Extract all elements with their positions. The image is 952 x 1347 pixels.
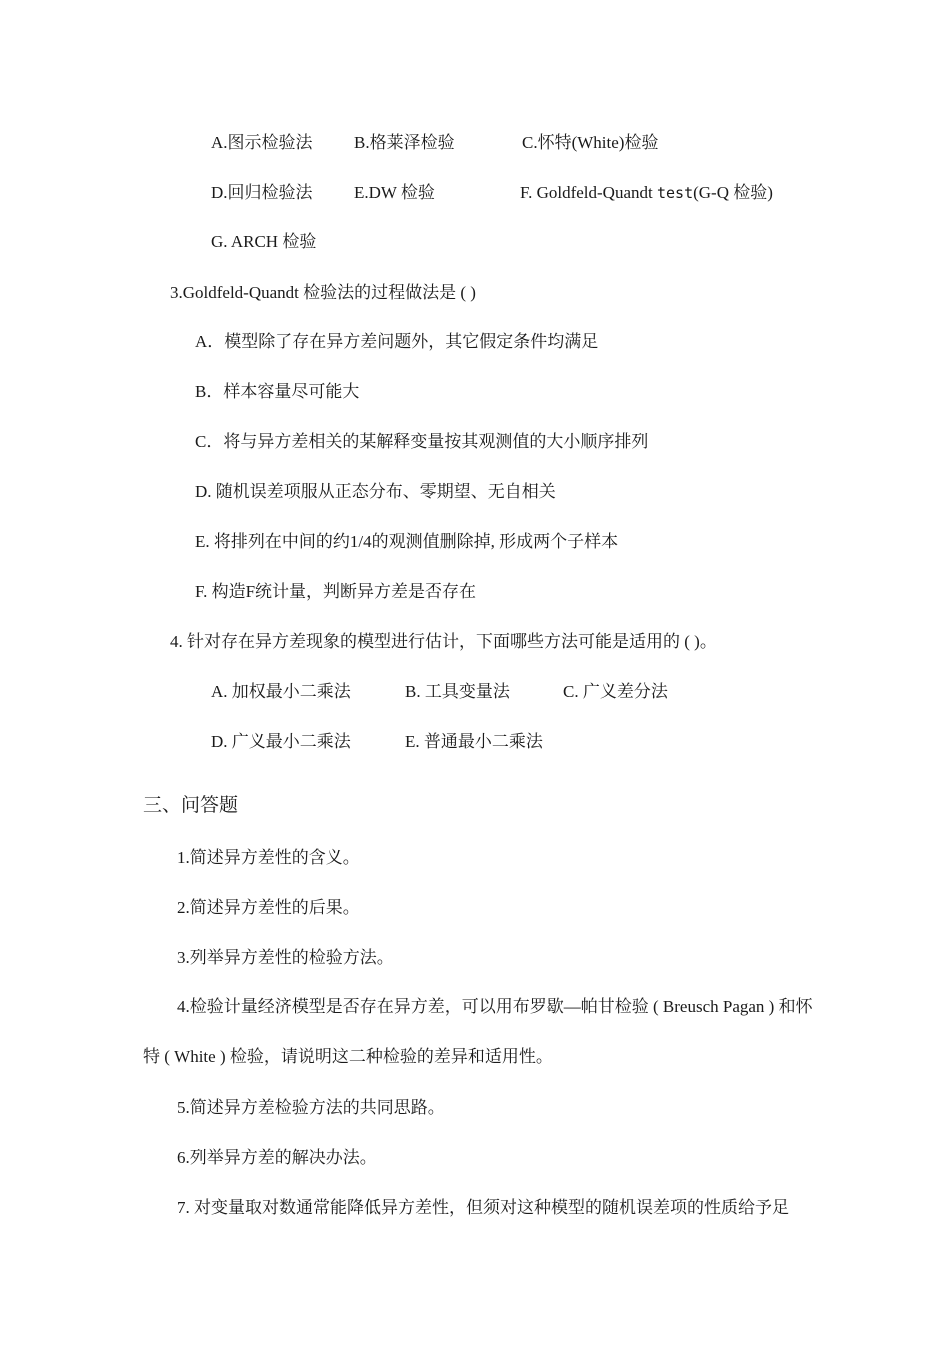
essay-question-2: 2.简述异方差性的后果。 (177, 898, 360, 917)
q4-option-d: D. 广义最小二乘法 (211, 732, 351, 751)
q4-option-e: E. 普通最小二乘法 (405, 732, 543, 751)
q4-stem: 4. 针对存在异方差现象的模型进行估计，下面哪些方法可能是适用的 ( )。 (170, 632, 717, 651)
q4-option-b: B. 工具变量法 (405, 682, 510, 701)
essay-question-3: 3.列举异方差性的检验方法。 (177, 948, 394, 967)
q2-option-g: G. ARCH 检验 (211, 232, 317, 251)
q3-option-e: E. 将排列在中间的约1/4的观测值删除掉, 形成两个子样本 (195, 532, 619, 551)
q3-option-f: F. 构造F统计量，判断异方差是否存在 (195, 582, 477, 601)
q3-option-a: A．模型除了存在异方差问题外，其它假定条件均满足 (195, 332, 599, 351)
q3-option-b: B．样本容量尽可能大 (195, 382, 360, 401)
essay-question-6: 6.列举异方差的解决办法。 (177, 1148, 377, 1167)
q2-option-a: A.图示检验法 (211, 133, 313, 152)
q2-option-f-pre: F. Goldfeld-Quandt (520, 183, 657, 202)
essay-question-1: 1.简述异方差性的含义。 (177, 848, 360, 867)
essay-question-5: 5.简述异方差检验方法的共同思路。 (177, 1098, 445, 1117)
section-title: 三、问答题 (143, 795, 239, 816)
q2-option-f-mono: test (656, 184, 694, 202)
essay-question-4-line1: 4.检验计量经济模型是否存在异方差，可以用布罗歇—帕甘检验 ( Breusch Pagan ) 和怀 (177, 997, 813, 1016)
q2-option-d: D.回归检验法 (211, 183, 313, 202)
essay-question-7: 7. 对变量取对数通常能降低异方差性，但须对这种模型的随机误差项的性质给予足 (177, 1198, 789, 1217)
q2-option-f (520, 183, 773, 203)
q3-option-c: C．将与异方差相关的某解释变量按其观测值的大小顺序排列 (195, 432, 649, 451)
q3-stem: 3.Goldfeld-Quandt 检验法的过程做法是 ( ) (170, 283, 476, 302)
q2-option-b: B.格莱泽检验 (354, 133, 455, 152)
essay-question-4-line2: 特 ( White ) 检验，请说明这二种检验的差异和适用性。 (143, 1047, 553, 1066)
q2-option-e: E.DW 检验 (354, 183, 435, 202)
q2-option-c: C.怀特(White)检验 (522, 133, 659, 152)
q3-option-d: D. 随机误差项服从正态分布、零期望、无自相关 (195, 482, 556, 501)
q2-option-f-post: (G-Q 检验) (693, 183, 773, 202)
q4-option-c: C. 广义差分法 (563, 682, 668, 701)
q4-option-a: A. 加权最小二乘法 (211, 682, 351, 701)
